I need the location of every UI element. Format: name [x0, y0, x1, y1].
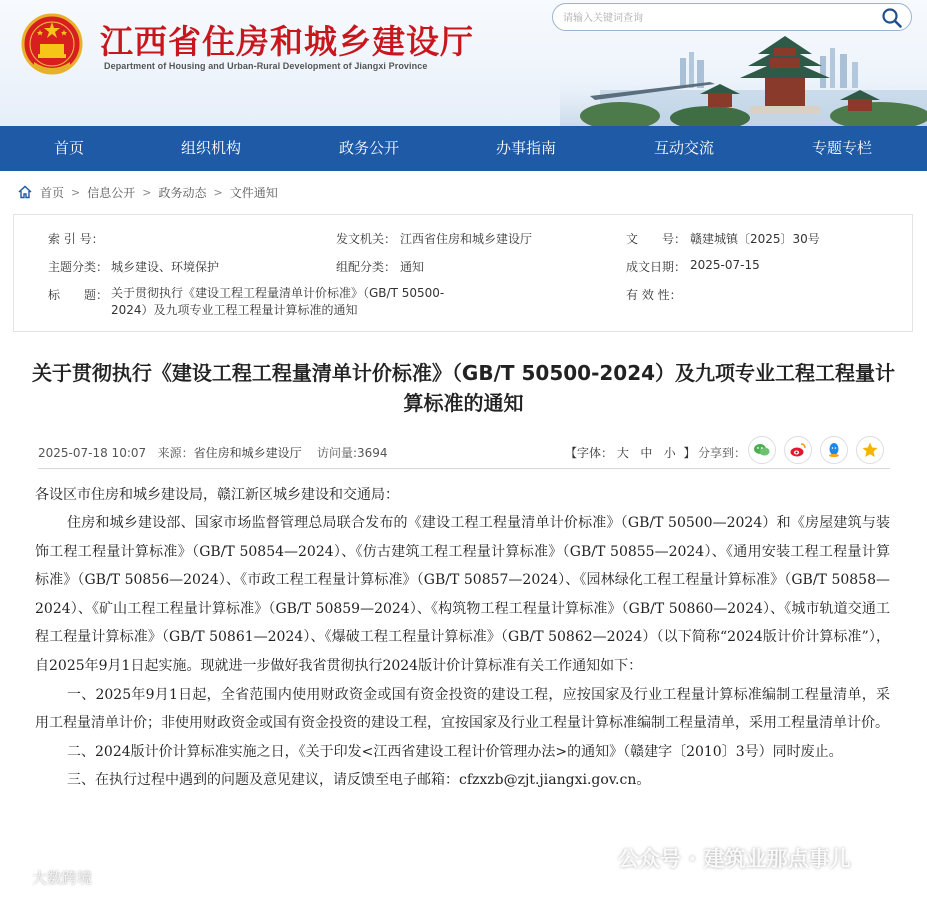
font-size-label: 【字体： [565, 446, 614, 460]
document-number-value: 赣建城镇〔2025〕30号 [690, 232, 820, 246]
meta-divider [38, 468, 890, 469]
validity-label: 有 效 性： [626, 288, 682, 302]
qq-icon[interactable] [820, 436, 848, 464]
breadcrumb [18, 183, 278, 201]
visits-count: 3694 [357, 446, 388, 460]
nav-item-organization[interactable]: 组织机构 [180, 139, 241, 157]
nav-item-government-affairs[interactable]: 政务公开 [338, 139, 399, 157]
genre-category-label: 组配分类： [336, 260, 397, 274]
nav-item-service-guide[interactable]: 办事指南 [495, 139, 556, 157]
issuer-label: 发文机关： [336, 232, 397, 246]
genre-category-value: 通知 [400, 260, 425, 274]
issue-date-label: 成文日期： [626, 260, 687, 274]
watermark-left [6, 867, 92, 888]
main-nav [0, 126, 927, 171]
issuer-value: 江西省住房和城乡建设厅 [400, 232, 533, 246]
share-label: 分享到： [698, 446, 747, 460]
site-title: 江西省住房和城乡建设厅 [100, 22, 474, 61]
watermark-right-text: 公众号 · 建筑业那点事儿 [618, 847, 851, 871]
document-info-table [13, 214, 913, 332]
visits-label: 访问量: [316, 446, 357, 460]
search-input[interactable] [563, 9, 863, 27]
national-emblem-icon [20, 12, 84, 78]
site-header [0, 0, 927, 126]
search-icon[interactable] [881, 7, 903, 29]
breadcrumb-separator: > [142, 185, 152, 199]
wechat-icon[interactable] [748, 436, 776, 464]
article-body [35, 509, 890, 795]
article-paragraph: 一、2025年9月1日起，全省范围内使用财政资金或国有资金投资的建设工程，应按国家及行业工程量计算标准编制工程量清单，采用工程量清单计价；非使用财政资金或国有资金投资的建设工程，宜按国家及行业工程量计算标准编制工程量清单，采用工程量清单计价。 [35, 686, 890, 732]
font-size-close: 】 [683, 446, 696, 460]
font-size-large[interactable]: 大 [616, 446, 629, 460]
watermark-right [588, 843, 851, 873]
title-value: 关于贯彻执行《建设工程工程量清单计价标准》（GB/T 50500-2024）及九项专业工程工程量计算标准的通知 [111, 286, 445, 317]
title-label: 标 题： [48, 288, 109, 302]
font-size-small[interactable]: 小 [663, 446, 676, 460]
breadcrumb-government-news[interactable]: 政务动态 [158, 185, 207, 200]
breadcrumb-home[interactable]: 首页 [40, 185, 65, 200]
article-paragraph: 三、在执行过程中遇到的问题及意见建议，请反馈至电子邮箱：cfzxzb@zjt.jiangxi.gov.cn。 [67, 772, 651, 789]
qzone-icon[interactable] [856, 436, 884, 464]
nav-item-interaction[interactable]: 互动交流 [653, 139, 714, 157]
home-icon [18, 185, 32, 199]
font-size-medium[interactable]: 中 [640, 446, 653, 460]
topic-category-value: 城乡建设、环境保护 [111, 260, 220, 274]
article-paragraph: 住房和城乡建设部、国家市场监督管理总局联合发布的《建设工程工程量清单计价标准》（GB/T 50500—2024）和《房屋建筑与装饰工程工程量计算标准》（GB/T 50854—2024）、《仿古建筑工程工程量计算标准》（GB/T 50855—2024）、《通用安装工程工程量计算标准》（GB/T 50856—2024）、《市政工程工程量计算标准》（GB/T 50857—2024）、《园林绿化工程工程量计算标准》（GB/T 50858—2024）、《矿山工程工程量计算标准》（GB/T 50859—2024）、《构筑物工程工程量计算标准》（GB/T 50860—2024）、《城市轨道交通工程工程量计算标准》（GB/T 50861—2024）、《爆破工程工程量计算标准》（GB/T 50862—2024）（以下简称“2024版计价计算标准”），自2025年9月1日起实施。现就进一步做好我省贯彻执行2024版计价计算标准有关工作通知如下： [35, 515, 890, 674]
document-number-label: 文 号： [626, 232, 687, 246]
breadcrumb-separator: > [213, 185, 223, 199]
index-number-label: 索 引 号： [48, 232, 104, 246]
watermark-logo-icon [6, 869, 28, 887]
article-meta [38, 444, 388, 461]
source-value: 省住房和城乡建设厅 [193, 446, 302, 460]
nav-item-home[interactable]: 首页 [53, 139, 84, 157]
nav-item-special-topics[interactable]: 专题专栏 [811, 139, 872, 157]
pavilion-skyline-image [560, 30, 927, 126]
watermark-left-text: 大数跨境 [32, 869, 93, 887]
publish-date: 2025-07-18 10:07 [38, 446, 147, 460]
font-size-switcher [565, 444, 695, 461]
issue-date-value: 2025-07-15 [690, 258, 760, 272]
breadcrumb-separator: > [71, 185, 81, 199]
site-subtitle: Department of Housing and Urban-Rural Development of Jiangxi Province [104, 61, 428, 71]
article-salutation: 各设区市住房和城乡建设局，赣江新区城乡建设和交通局： [35, 487, 399, 503]
article-title: 关于贯彻执行《建设工程工程量清单计价标准》（GB/T 50500-2024）及九项专业工程工程量计算标准的通知 [31, 361, 896, 415]
search-box [552, 3, 912, 31]
topic-category-label: 主题分类： [48, 260, 109, 274]
source-label: 来源： [157, 446, 194, 460]
wechat-official-account-icon [588, 847, 612, 869]
weibo-icon[interactable] [784, 436, 812, 464]
breadcrumb-info-disclosure[interactable]: 信息公开 [87, 185, 136, 200]
article-paragraph: 二、2024版计价计算标准实施之日，《关于印发<江西省建设工程计价管理办法>的通知》（赣建字〔2010〕3号）同时废止。 [67, 743, 843, 760]
breadcrumb-document-notices[interactable]: 文件通知 [229, 185, 278, 200]
